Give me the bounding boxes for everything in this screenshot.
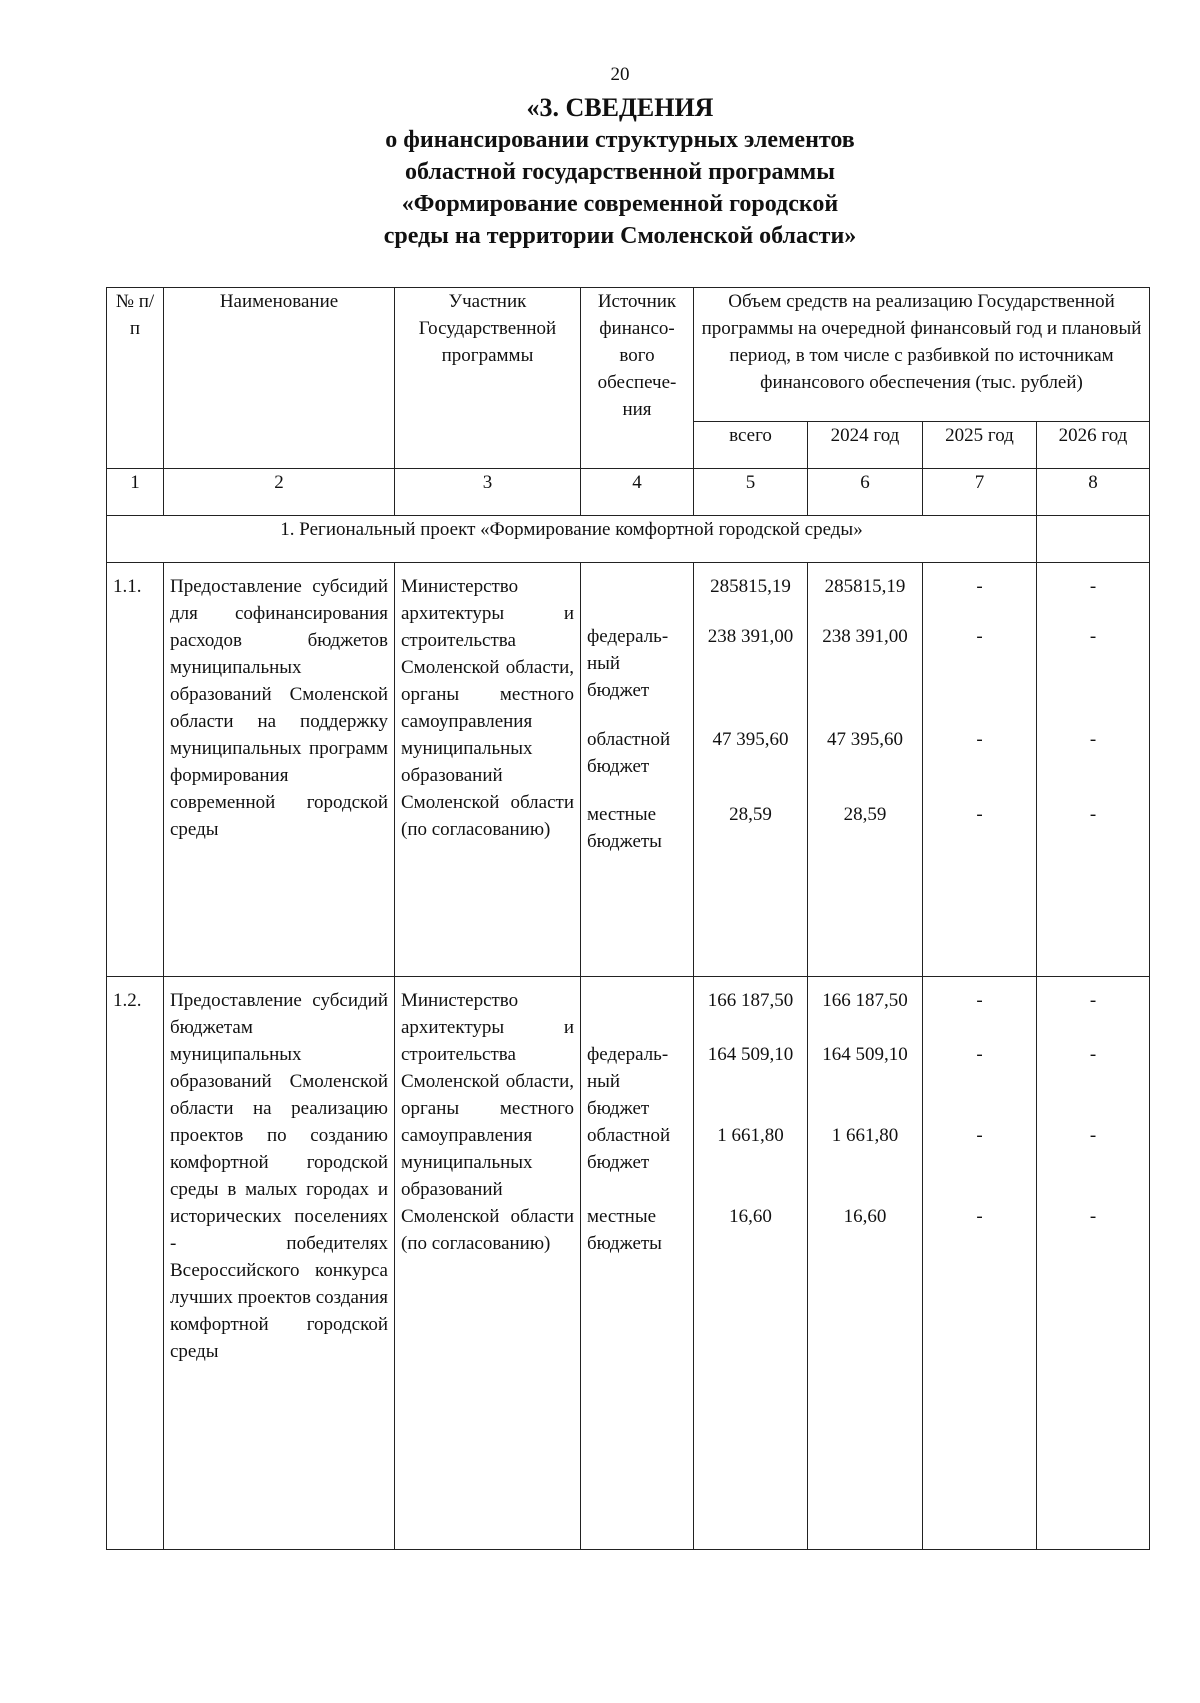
value-regional: 47 395,60 [827,729,903,750]
header-source: Источник финансо-вого обеспече-ния [581,288,694,469]
row-total [694,563,808,977]
row-num: 1.1. [107,563,164,977]
value-total: 285815,19 [824,576,906,597]
value-federal: - [1089,626,1097,647]
value-local: - [1089,804,1097,825]
title-line-5: среды на территории Смоленской области» [383,223,857,249]
value-regional: 47 395,60 [712,729,789,750]
title-line-3: областной государственной программы [405,159,835,185]
value-federal: 238 391,00 [822,626,908,647]
value-federal: 238 391,00 [707,626,794,647]
value-local: 16,60 [729,1206,772,1227]
value-federal: - [976,626,983,647]
row-participant: Министерство архитектуры и строительства Смоленской области, органы местного самоуправления муниципальных образований Смоленской области (по согласованию) [395,977,581,1550]
row-name: Предоставление субсидий бюджетам муниципальных образований Смоленской области на реализацию проектов по созданию комфортной городской среды в малых городах и исторических поселениях - победителях Всероссийского конкурса лучших проектов создания комфортной городской среды [164,977,395,1550]
value-regional: - [976,729,983,750]
col-number: 4 [581,469,694,516]
header-total: всего [694,422,808,469]
value-local: 28,59 [843,804,887,825]
header-num: № п/п [107,288,164,469]
source-local: местные бюджеты [587,1206,662,1254]
row-2024 [808,977,923,1550]
page-number: 20 [610,64,630,85]
value-local: 28,59 [729,804,772,825]
header-2026: 2026 год [1037,422,1150,469]
value-federal: 164 509,10 [822,1044,908,1065]
row-2025 [923,977,1037,1550]
title-line-2: о финансировании структурных элементов [385,127,855,153]
row-2024 [808,563,923,977]
value-local: - [1089,1206,1097,1227]
value-federal: - [1089,1044,1097,1065]
section-title: 1. Региональный проект «Формирование комфортной городской среды» [107,516,1037,563]
col-number: 2 [164,469,395,516]
title-line-1: «3. СВЕДЕНИЯ [526,93,714,122]
row-total [694,977,808,1550]
section-empty-cell [1037,516,1150,563]
financing-table [106,287,1150,1550]
header-name: Наименование [164,288,395,469]
header-2024: 2024 год [808,422,923,469]
row-num: 1.2. [107,977,164,1550]
row-name: Предоставление субсидий для софинансирования расходов бюджетов муниципальных образований Смоленской области на поддержку муниципальных программ формирования современной городской среды [164,563,395,977]
value-total: - [1089,576,1097,597]
header-2025: 2025 год [923,422,1037,469]
header-volume: Объем средств на реализацию Государственной программы на очередной финансовый год и плановый период, в том числе с разбивкой по источникам финансового обеспечения (тыс. рублей) [694,288,1150,422]
row-2026 [1037,563,1150,977]
col-number: 8 [1037,469,1150,516]
col-number: 5 [694,469,808,516]
table-row [107,563,1150,977]
value-total: - [976,576,983,597]
source-local: местные бюджеты [587,804,662,852]
title-line-4: «Формирование современной городской [401,191,839,217]
value-regional: 1 661,80 [717,1125,784,1146]
value-total: - [1089,990,1097,1011]
row-sources [581,977,694,1550]
row-sources [581,563,694,977]
value-federal: - [976,1044,983,1065]
source-regional: областной бюджет [587,729,671,777]
source-federal: федераль-ный бюджет [587,1044,669,1119]
value-regional: 1 661,80 [831,1125,899,1146]
table-row [107,977,1150,1550]
value-local: - [976,1206,983,1227]
col-number: 1 [107,469,164,516]
col-number: 7 [923,469,1037,516]
document-title [0,92,1200,252]
column-number-row [107,469,1150,516]
value-local: - [976,804,983,825]
header-participant: Участник Государственной программы [395,288,581,469]
source-regional: областной бюджет [587,1125,671,1173]
col-number: 3 [395,469,581,516]
value-total: 285815,19 [710,576,791,597]
value-total: - [976,990,983,1011]
value-regional: - [1089,1125,1097,1146]
value-local: 16,60 [843,1206,887,1227]
value-regional: - [976,1125,983,1146]
value-total: 166 187,50 [822,990,908,1011]
row-participant: Министерство архитектуры и строительства Смоленской области, органы местного самоуправления муниципальных образований Смоленской области (по согласованию) [395,563,581,977]
row-2026 [1037,977,1150,1550]
value-total: 166 187,50 [707,990,794,1011]
value-regional: - [1089,729,1097,750]
row-2025 [923,563,1037,977]
col-number: 6 [808,469,923,516]
value-federal: 164 509,10 [707,1044,794,1065]
source-federal: федераль-ный бюджет [587,626,669,701]
